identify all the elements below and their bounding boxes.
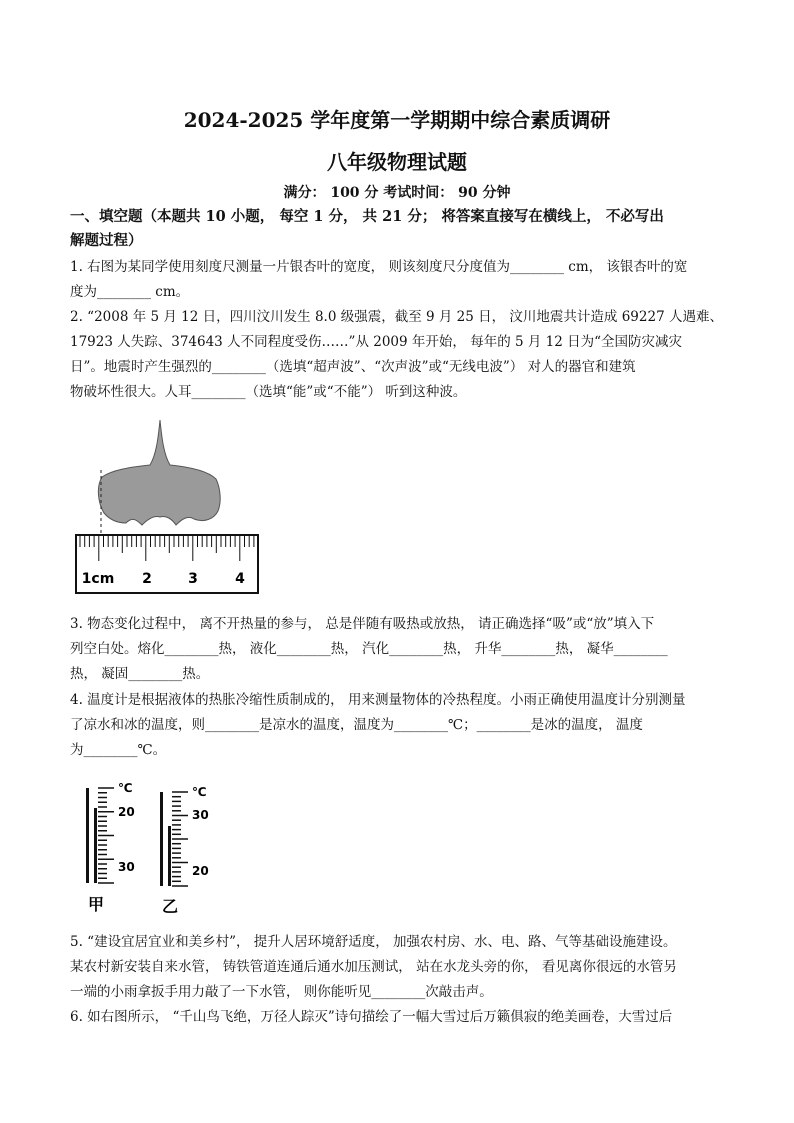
question-3-line-1: 3. 物态变化过程中， 离不开热量的参与， 总是伴随有吸热或放热， 请正确选择“吸”或“放”填入下: [70, 616, 655, 632]
thermometer-figure: [70, 778, 230, 918]
thermometer-jia-label-30: 30: [118, 860, 135, 874]
thermometer-yi-name: 乙: [161, 897, 179, 916]
exam-subtitle: 八年级物理试题: [327, 150, 467, 174]
question-3-line-2: 列空白处。熔化________热， 液化________热， 汽化________热， 升华________热， 凝华________: [70, 641, 668, 657]
question-2-line-4: 物破坏性很大。人耳________（选填“能”或“不能”） 听到这种波。: [70, 384, 467, 400]
ruler-label-4: 4: [235, 571, 245, 587]
thermometer-jia-unit: ℃: [118, 781, 133, 795]
question-2-line-3: 日”。地震时产生强烈的________（选填“超声波”、“次声波”或“无线电波”） 对人的器官和建筑: [70, 359, 636, 375]
question-2-line-1: 2. “2008 年 5 月 12 日，四川汶川发生 8.0 级强震，截至 9 月 25 日， 汶川地震共计造成 69227 人遇难、: [70, 309, 723, 325]
ruler-label-3: 3: [188, 571, 198, 587]
thermometer-yi-label-20: 20: [192, 864, 209, 878]
question-4-line-1: 4. 温度计是根据液体的热胀冷缩性质制成的， 用来测量物体的冷热程度。小雨正确使用温度计分别测量: [70, 692, 686, 708]
question-5-line-2: 某农村新安装自来水管， 铸铁管道连通后通水加压测试， 站在水龙头旁的你， 看见离你很远的水管另: [70, 959, 677, 975]
thermometer-jia: [86, 781, 135, 914]
score-info: 满分： 100 分 考试时间： 90 分钟: [283, 185, 511, 201]
ginkgo-leaf: [98, 420, 220, 525]
ruler-label-1cm: 1cm: [81, 571, 115, 587]
exam-title: 2024-2025 学年度第一学期期中综合素质调研: [183, 108, 611, 132]
thermometer-yi-label-30: 30: [192, 808, 209, 822]
thermometer-yi-unit: ℃: [192, 785, 207, 799]
thermometer-yi: [160, 785, 209, 916]
question-1-line-1: 1. 右图为某同学使用刻度尺测量一片银杏叶的宽度， 则该刻度尺分度值为________ cm， 该银杏叶的宽: [70, 259, 688, 275]
question-2-line-2: 17923 人失踪、374643 人不同程度受伤……”从 2009 年开始， 每年的 5 月 12 日为“全国防灾减灾: [70, 334, 683, 350]
thermometer-jia-name: 甲: [87, 895, 105, 914]
question-5-line-1: 5. “建设宜居宜业和美乡村”， 提升人居环境舒适度， 加强农村房、水、电、路、气等基础设施建设。: [70, 934, 677, 950]
thermometer-jia-label-20: 20: [118, 805, 135, 819]
ruler-leaf-figure: [70, 415, 270, 600]
question-4-line-3: 为________℃。: [70, 742, 167, 758]
question-5-line-3: 一端的小雨拿扳手用力敲了一下水管， 则你能听见________次敲击声。: [70, 984, 493, 1000]
question-4-line-2: 了凉水和冰的温度，则________是凉水的温度，温度为________℃；________是冰的温度， 温度: [70, 717, 643, 733]
question-3-line-3: 热， 凝固________热。: [70, 666, 210, 682]
section-heading: 一、填空题（本题共 10 小题， 每空 1 分， 共 21 分； 将答案直接写在横线上， 不必写出: [70, 208, 664, 225]
question-1-line-2: 度为________ cm。: [70, 284, 190, 300]
question-6-line-1: 6. 如右图所示， “千山鸟飞绝，万径人踪灭”诗句描绘了一幅大雪过后万籁俱寂的绝美画卷，大雪过后: [70, 1009, 673, 1025]
section-heading-cont: 解题过程）: [70, 232, 143, 249]
ruler-label-2: 2: [142, 571, 152, 587]
